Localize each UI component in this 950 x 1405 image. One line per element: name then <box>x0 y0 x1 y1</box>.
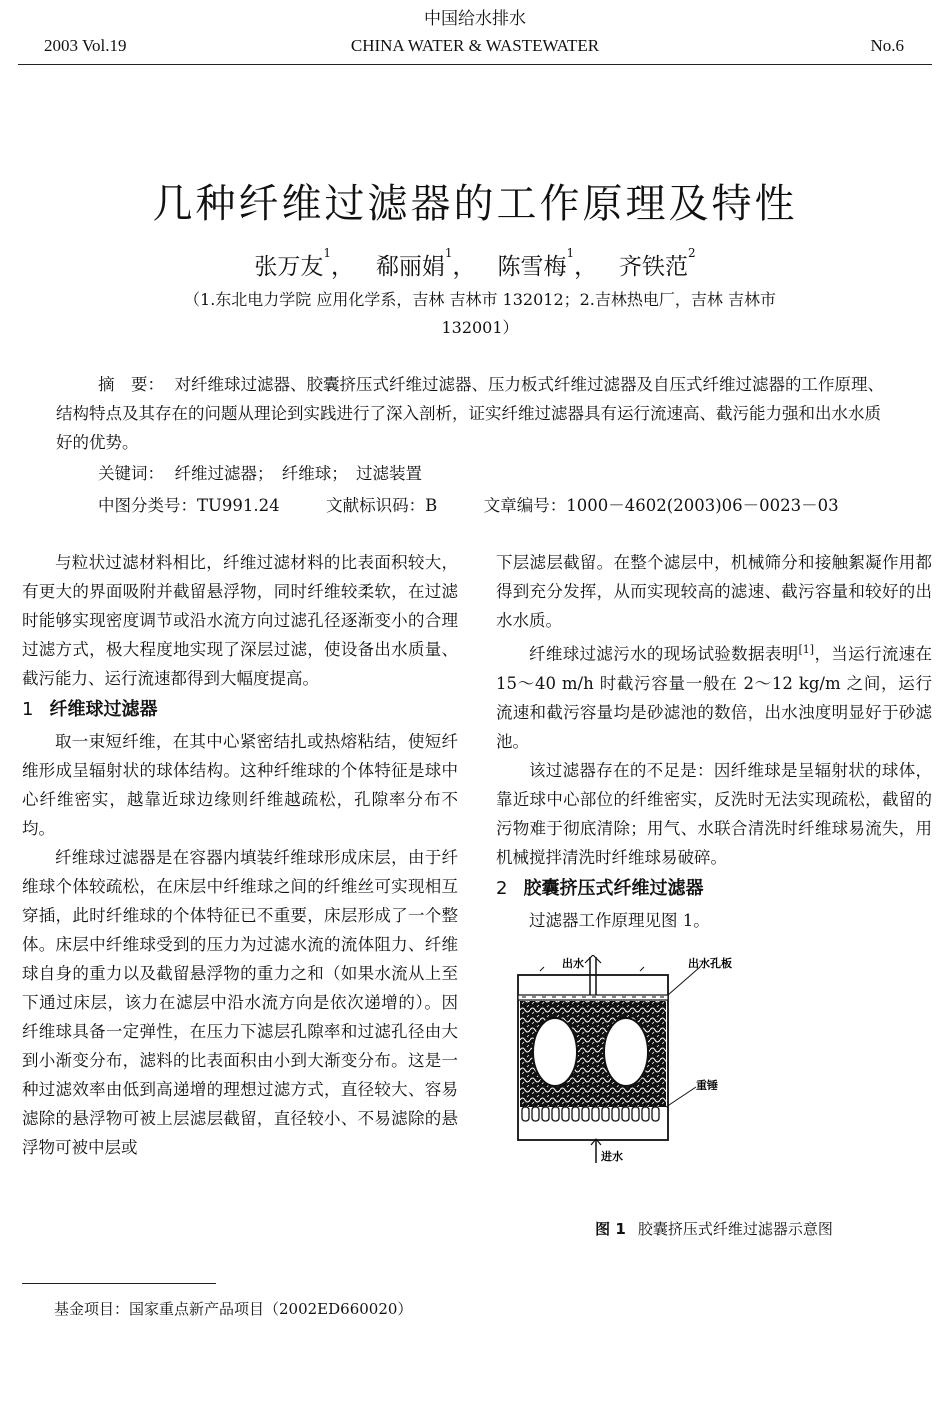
body-column-right <box>496 548 932 935</box>
doc-code-value: B <box>425 496 438 515</box>
affiliation-line: （1.东北电力学院 应用化学系，吉林 吉林市 132012；2.吉林热电厂，吉林 吉林市 <box>184 290 776 309</box>
paragraph: 过滤器工作原理见图 1。 <box>529 910 710 930</box>
author-name: 郗丽娟 <box>375 254 445 280</box>
label-orifice-plate: 出水孔板 <box>688 957 732 970</box>
paragraph <box>496 635 932 756</box>
author-affiliation-mark: 1 <box>323 246 331 260</box>
figure-caption-text: 胶囊挤压式纤维过滤器示意图 <box>637 1220 833 1238</box>
article-number-label: 文章编号： <box>483 496 567 515</box>
label-weight: 重锤 <box>696 1079 718 1092</box>
paragraph: 与粒状过滤材料相比，纤维过滤材料的比表面积较大，有更大的界面吸附并截留悬浮物，同时纤维较柔软，在过滤时能够实现密度调节或沿水流方向过滤孔径逐渐变小的合理过滤方式，极大程度地实现了深层过滤，使设备出水质量、截污能力、运行流速都得到大幅度提高。 <box>22 553 458 688</box>
body-column-left <box>22 548 458 1162</box>
section-heading <box>22 693 458 727</box>
journal-name-cn: 中国给水排水 <box>424 9 526 29</box>
paragraph: 纤维球过滤器是在容器内填装纤维球形成床层，由于纤维球个体较疏松，在床层中纤维球之间的纤维丝可实现相互穿插，此时纤维球的个体特征已不重要，床层形成了一个整体。床层中纤维球受到的压力为过滤水流的流体阻力、纤维球自身的重力以及截留悬浮物的重力之和（如果水流从上至下通过床层，该力在滤层中沿水流方向是依次递增的）。因纤维球具备一定弹性，在压力下滤层孔隙率和过滤孔径由大到小渐变分布，滤料的比表面积由小到大渐变分布。这是一种过滤效率由低到高递增的理想过滤方式，直径较大、容易滤除的悬浮物可被上层滤层截留，直径较小、不易滤除的悬浮物可被中层或 <box>22 848 458 1157</box>
footnote-rule <box>22 1283 216 1284</box>
abstract <box>56 370 894 457</box>
section-number: 2 <box>496 877 508 899</box>
capsule <box>533 1018 577 1086</box>
abstract-label: 摘 要： <box>98 375 164 394</box>
section-title: 胶囊挤压式纤维过滤器 <box>523 877 704 899</box>
abstract-text: 对纤维球过滤器、胶囊挤压式纤维过滤器、压力板式纤维过滤器及自压式纤维过滤器的工作原理、结构特点及其存在的问题从理论到实践进行了深入剖析，证实纤维过滤器具有运行流速高、截污能力强和出水水质好的优势。 <box>56 375 884 452</box>
citation-ref[interactable]: [1] <box>798 643 815 656</box>
section-number: 1 <box>22 699 34 720</box>
funding-footnote: 基金项目：国家重点新产品项目（2002ED660020） <box>54 1300 413 1318</box>
label-inlet: 进水 <box>601 1150 623 1163</box>
clc-label: 中图分类号： <box>98 496 197 515</box>
paper-title: 几种纤维过滤器的工作原理及特性 <box>152 181 798 227</box>
weight-row <box>522 1107 659 1121</box>
paragraph-text: 纤维球过滤污水的现场试验数据表明 <box>529 644 799 664</box>
paragraph: 该过滤器存在的不足是：因纤维球是呈辐射状的球体，靠近球中心部位的纤维密实，反洗时无法实现疏松，截留的污物难于彻底清除；用气、水联合清洗时纤维球易流失，用机械搅拌清洗时纤维球易破碎。 <box>496 760 932 867</box>
author-name: 齐铁范 <box>619 254 689 280</box>
classification-line <box>98 492 839 516</box>
author-name: 陈雪梅 <box>497 254 567 280</box>
affiliation-line: 132001） <box>441 318 519 337</box>
year-volume: 2003 Vol.19 <box>44 36 127 55</box>
author-affiliation-mark: 1 <box>444 246 453 260</box>
figure-1-diagram <box>500 955 770 1165</box>
section-title: 纤维球过滤器 <box>49 699 158 720</box>
paragraph-text: ，当运行流速在 15～40 m/h 时截污容量一般在 2～12 kg/m 之间，运行流速和截污容量均是砂滤池的数倍，出水浊度明显好于砂滤池。 <box>496 644 932 751</box>
clc-value: TU991.24 <box>197 496 280 515</box>
figure-caption <box>496 1218 932 1239</box>
header-rule <box>18 64 932 65</box>
section-heading <box>496 872 932 906</box>
capsule <box>604 1018 648 1086</box>
author-affiliation-mark: 1 <box>566 246 575 260</box>
doc-code-label: 文献标识码： <box>326 496 426 515</box>
keywords-text: 纤维过滤器； 纤维球； 过滤装置 <box>174 464 422 483</box>
paragraph: 下层滤层截留。在整个滤层中，机械筛分和接触絮凝作用都得到充分发挥，从而实现较高的滤速、截污容量和较好的出水水质。 <box>496 553 932 630</box>
figure-number: 图 1 <box>595 1220 626 1238</box>
keywords-label: 关键词： <box>98 464 164 483</box>
author-affiliation-mark: 2 <box>688 246 696 260</box>
keywords <box>98 460 422 484</box>
article-number-value: 1000－4602(2003)06－0023－03 <box>566 496 839 515</box>
affiliations <box>100 286 860 342</box>
author-list: 张万友$^1$， 郗丽娟$^1$， 陈雪梅$^1$， 齐铁范$^2$ <box>254 246 696 280</box>
issue-number: No.6 <box>870 36 904 55</box>
label-outlet: 出水 <box>562 957 584 970</box>
journal-name-en: CHINA WATER & WASTEWATER <box>350 36 600 55</box>
author-name: 张万友 <box>254 254 324 280</box>
paragraph: 取一束短纤维，在其中心紧密结扎或热熔粘结，使短纤维形成呈辐射状的球体结构。这种纤维球的个体特征是球中心纤维密实，越靠近球边缘则纤维越疏松，孔隙率分布不均。 <box>22 732 458 838</box>
